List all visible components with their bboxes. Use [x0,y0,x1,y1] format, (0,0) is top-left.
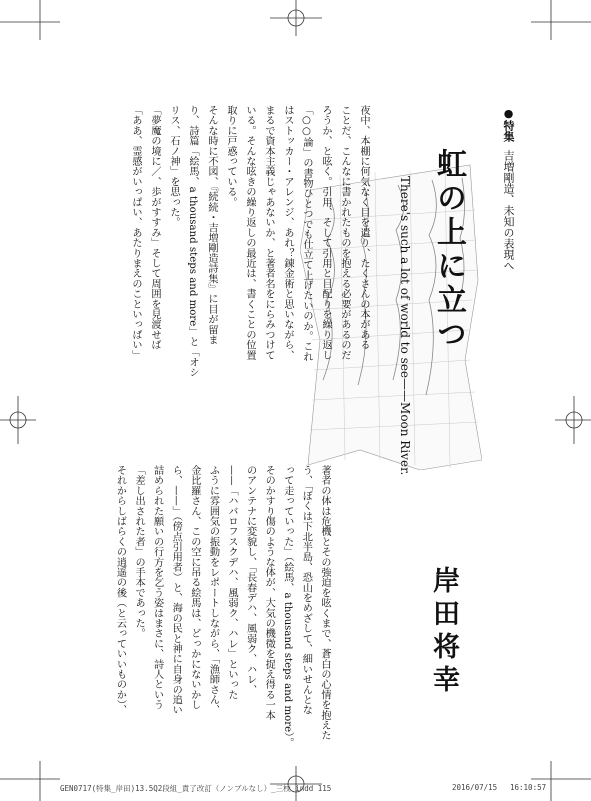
text-line: 取りに戸惑っている。 [225,105,236,207]
epigraph: There's such a lot of world to see——Moon River. [398,176,412,476]
text-line: ことだ、こんなに書かれたものを抱える必要があるのだ [339,105,350,360]
text-line: まるで資本主義じゃあないか、と著者名をにらみつけて [263,105,274,360]
text-line: そのかすり傷のような体が、大気の機微を捉え得る一本 [263,465,275,720]
text-line: ——「ハバロフスクデハ、風弱ク、ハレ」といった [226,465,238,700]
text-line: 金比羅さん、この空に吊る絵馬は、どっかにないかし [188,465,200,710]
feature-subtitle: 吉増剛造、未知の表現へ [502,150,515,271]
author-name: 岸田将幸 [428,566,459,698]
text-line: って走っていった」（絵馬、a thousand steps and more）。 [281,465,293,748]
text-line: リス、石ノ神」を思った。 [168,105,179,228]
text-line: 「差し出された者」の手本であった。 [133,465,145,639]
text-line: ふうに雰囲気の振動をレポートしながら、「漁師さん、 [207,465,219,715]
body-top [126,105,373,385]
text-line: う、「ぼくは下北半島、恐山をめざして、細いせんとな [300,465,312,715]
footer-date: 2016/07/15 [452,783,498,792]
footer-file: GEN0717(特集_岸田)13.5Q2段組_責了改訂（ノンブルなし）_三校 indd 115 [60,784,332,793]
text-line: 「○○論」の書物ひとつでも仕立て上げたいのか。これ [301,105,312,362]
print-footer [0,783,591,797]
text-line: ら、——」（傍点引用者）と、海の民と神に自身の追い [170,465,182,715]
body-bottom [110,465,333,748]
text-line: 詰められた願いの行方を乞う姿はまさに、詩人という [151,465,163,710]
article-title: 虹の上に立つ [431,148,466,352]
text-line: いる。そんな呟きの繰り返しの最近は、書くことの位置 [244,105,255,360]
feature-label: ●特集 [502,107,515,142]
text-line: そんな時に不図、『続続・吉増剛造詩集』に目が留ま [206,105,217,345]
feature-header [500,107,516,271]
text-line: 著者の体は危機とその強迫を呟くまで、蒼白の心情を抱えた [319,465,330,741]
footer-time: 16:10:57 [510,783,547,792]
text-line: 「ああ、霊感がいっぱい、あたりまえのこといっぱい」 [130,105,141,360]
text-line: り、詩篇「絵馬、a thousand steps and more」と「オシ [187,105,198,378]
text-line: それからしばらくの逍遥の後（と云っていいものか）、 [114,465,126,715]
text-line: 夜中、本棚に何気なく目を遣り、たくさんの本がある [358,105,369,350]
text-line: のアンテナに変貌し、「長春デハ、風弱ク、ハレ、 [244,465,256,695]
text-line: はストッカー・アレンジ、あれ？錬金術と思いながら、 [282,105,293,360]
text-line: 「夢魔の境に／、歩がすすみ」そして周囲を見渡せば [149,105,160,350]
text-line: ろうか、と呟く。引用、そして引用と目配りを繰り返し [320,105,331,360]
